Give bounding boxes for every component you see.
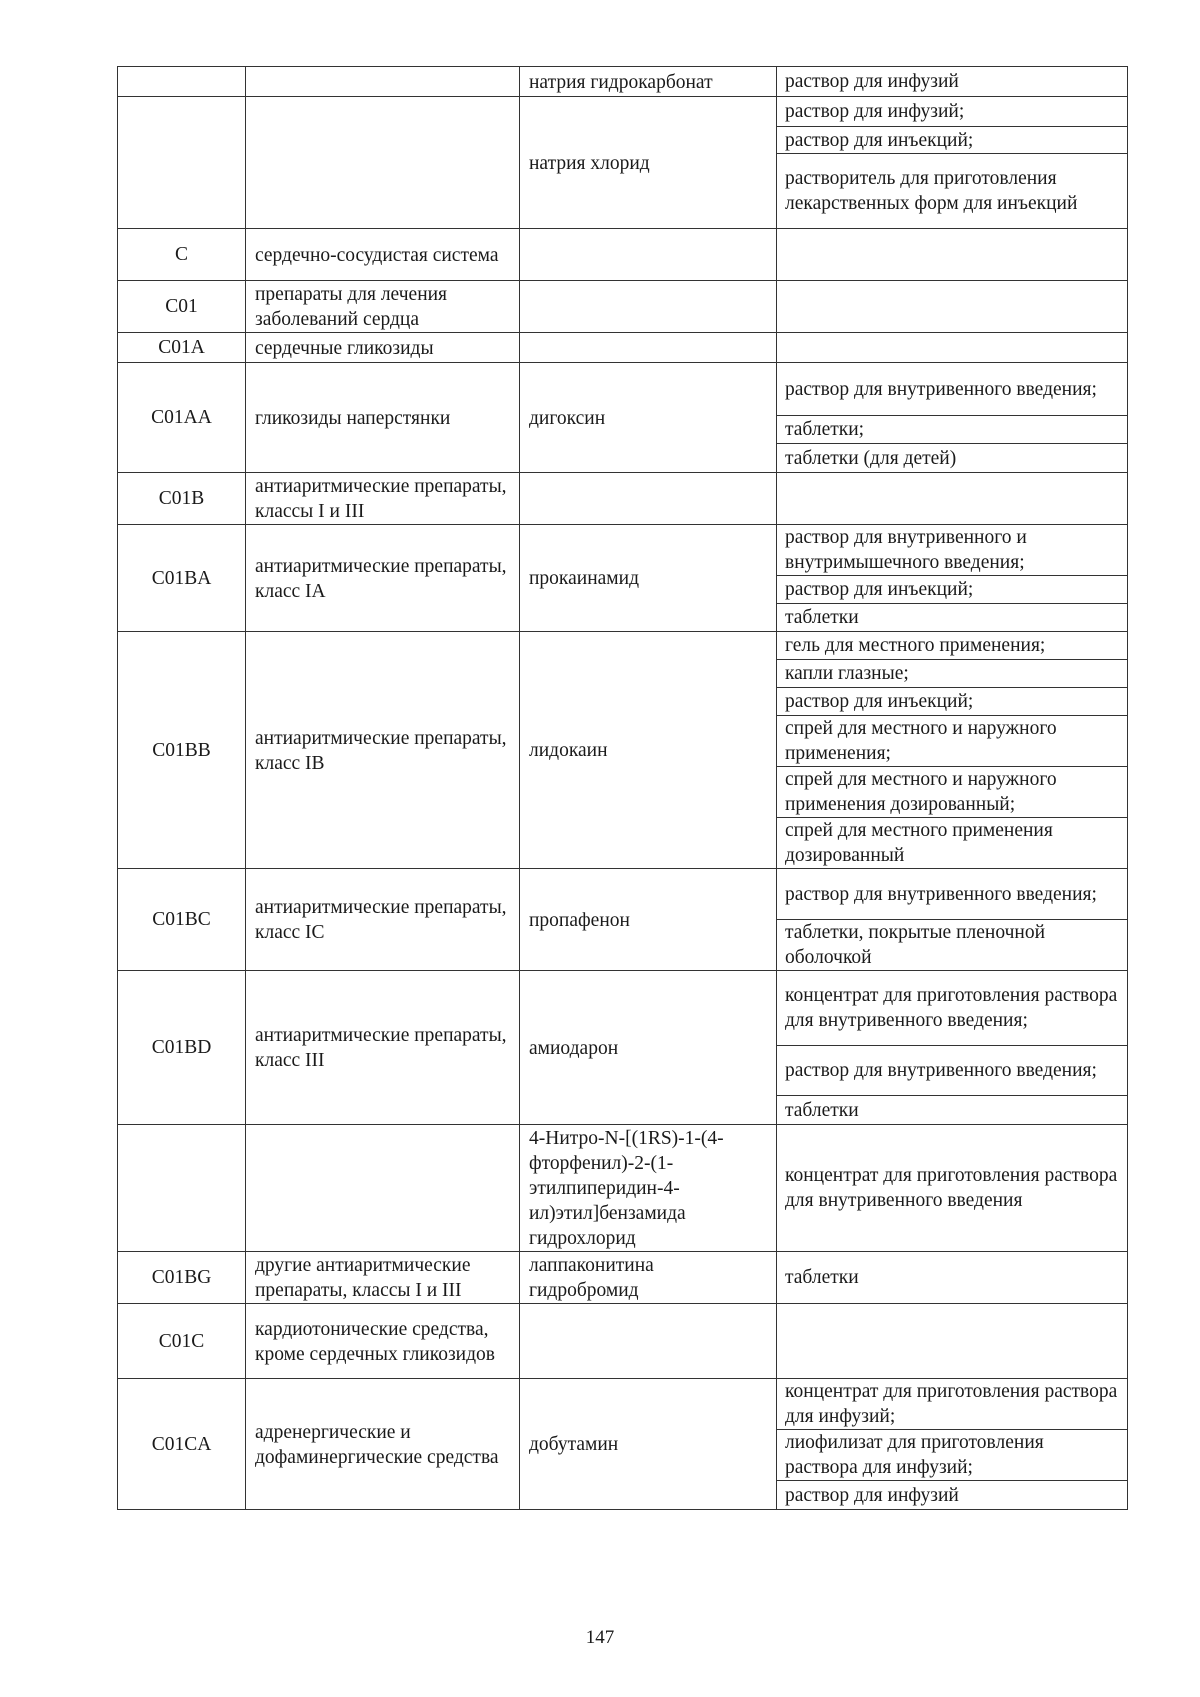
group-name-cell: антиаритмические препараты, классы I и III <box>246 473 520 525</box>
dosage-form-cell: гель для местного применения; <box>777 632 1128 660</box>
dosage-form-cell <box>777 229 1128 281</box>
drug-name-cell: 4-Нитро-N-[(1RS)-1-(4-фторфенил)-2-(1-этилпиперидин-4-ил)этил]бензамида гидрохлорид <box>520 1125 777 1252</box>
drug-name-cell: лаппаконитина гидробромид <box>520 1252 777 1304</box>
atc-code-cell <box>118 67 246 97</box>
atc-code-cell <box>118 1125 246 1252</box>
atc-code-cell: C01BC <box>118 869 246 971</box>
dosage-form-cell: концентрат для приготовления раствора для инфузий; <box>777 1379 1128 1430</box>
dosage-form-cell: таблетки, покрытые пленочной оболочкой <box>777 920 1128 971</box>
table-row <box>118 473 1128 525</box>
dosage-form-cell: спрей для местного применения дозированный <box>777 818 1128 869</box>
table-row <box>118 1379 1128 1430</box>
dosage-form-cell: раствор для инъекций; <box>777 127 1128 154</box>
atc-code-cell: C01 <box>118 281 246 333</box>
drug-list-table <box>117 66 1128 1510</box>
drug-name-cell <box>520 333 777 363</box>
dosage-form-cell: раствор для инъекций; <box>777 688 1128 716</box>
dosage-form-cell: таблетки (для детей) <box>777 444 1128 473</box>
atc-code-cell: C01AA <box>118 363 246 473</box>
table-row <box>118 67 1128 97</box>
drug-name-cell: дигоксин <box>520 363 777 473</box>
group-name-cell <box>246 97 520 229</box>
dosage-form-cell <box>777 281 1128 333</box>
group-name-cell: антиаритмические препараты, класс III <box>246 971 520 1125</box>
page-number: 147 <box>585 1627 615 1648</box>
dosage-form-cell: спрей для местного и наружного применения дозированный; <box>777 767 1128 818</box>
dosage-form-cell: лиофилизат для приготовления раствора для инфузий; <box>777 1430 1128 1481</box>
drug-name-cell: амиодарон <box>520 971 777 1125</box>
dosage-form-cell: раствор для инфузий; <box>777 97 1128 127</box>
table-row <box>118 1125 1128 1252</box>
drug-name-cell <box>520 1304 777 1379</box>
group-name-cell: сердечно-сосудистая система <box>246 229 520 281</box>
atc-code-cell: C01A <box>118 333 246 363</box>
group-name-cell: антиаритмические препараты, класс IA <box>246 525 520 632</box>
group-name-cell <box>246 67 520 97</box>
drug-name-cell: натрия гидрокарбонат <box>520 67 777 97</box>
dosage-form-cell: раствор для внутривенного введения; <box>777 363 1128 416</box>
dosage-form-cell: растворитель для приготовления лекарственных форм для инъекций <box>777 154 1128 229</box>
atc-code-cell: C01BA <box>118 525 246 632</box>
drug-name-cell: натрия хлорид <box>520 97 777 229</box>
group-name-cell: антиаритмические препараты, класс IB <box>246 632 520 869</box>
dosage-form-cell: раствор для инъекций; <box>777 576 1128 604</box>
dosage-form-cell: концентрат для приготовления раствора для внутривенного введения; <box>777 971 1128 1046</box>
group-name-cell: сердечные гликозиды <box>246 333 520 363</box>
table-row <box>118 1252 1128 1304</box>
atc-code-cell <box>118 97 246 229</box>
atc-code-cell: C01B <box>118 473 246 525</box>
table-row <box>118 281 1128 333</box>
table-row <box>118 971 1128 1046</box>
table-row <box>118 97 1128 127</box>
dosage-form-cell: таблетки; <box>777 416 1128 444</box>
drug-name-cell: прокаинамид <box>520 525 777 632</box>
dosage-form-cell: концентрат для приготовления раствора для внутривенного введения <box>777 1125 1128 1252</box>
dosage-form-cell: раствор для внутривенного введения; <box>777 1046 1128 1096</box>
table-row <box>118 333 1128 363</box>
dosage-form-cell: раствор для внутривенного и внутримышечного введения; <box>777 525 1128 576</box>
table-row <box>118 525 1128 576</box>
drug-name-cell <box>520 473 777 525</box>
dosage-form-cell: раствор для инфузий <box>777 1481 1128 1510</box>
group-name-cell: другие антиаритмические препараты, классы I и III <box>246 1252 520 1304</box>
drug-name-cell: добутамин <box>520 1379 777 1510</box>
atc-code-cell: C01C <box>118 1304 246 1379</box>
group-name-cell: адренергические и дофаминергические средства <box>246 1379 520 1510</box>
group-name-cell: гликозиды наперстянки <box>246 363 520 473</box>
dosage-form-cell: капли глазные; <box>777 660 1128 688</box>
dosage-form-cell: таблетки <box>777 1096 1128 1125</box>
dosage-form-cell <box>777 473 1128 525</box>
atc-code-cell: C <box>118 229 246 281</box>
atc-code-cell: C01BG <box>118 1252 246 1304</box>
table-row <box>118 869 1128 920</box>
dosage-form-cell: таблетки <box>777 604 1128 632</box>
atc-code-cell: C01CA <box>118 1379 246 1510</box>
table-row <box>118 229 1128 281</box>
drug-name-cell: лидокаин <box>520 632 777 869</box>
group-name-cell: кардиотонические средства, кроме сердечных гликозидов <box>246 1304 520 1379</box>
table-row <box>118 1304 1128 1379</box>
dosage-form-cell: раствор для инфузий <box>777 67 1128 97</box>
dosage-form-cell <box>777 333 1128 363</box>
drug-name-cell: пропафенон <box>520 869 777 971</box>
group-name-cell <box>246 1125 520 1252</box>
drug-name-cell <box>520 281 777 333</box>
dosage-form-cell: спрей для местного и наружного применения; <box>777 716 1128 767</box>
table-row <box>118 632 1128 660</box>
group-name-cell: препараты для лечения заболеваний сердца <box>246 281 520 333</box>
drug-name-cell <box>520 229 777 281</box>
dosage-form-cell <box>777 1304 1128 1379</box>
table-row <box>118 363 1128 416</box>
group-name-cell: антиаритмические препараты, класс IC <box>246 869 520 971</box>
dosage-form-cell: раствор для внутривенного введения; <box>777 869 1128 920</box>
atc-code-cell: C01BD <box>118 971 246 1125</box>
atc-code-cell: C01BB <box>118 632 246 869</box>
dosage-form-cell: таблетки <box>777 1252 1128 1304</box>
